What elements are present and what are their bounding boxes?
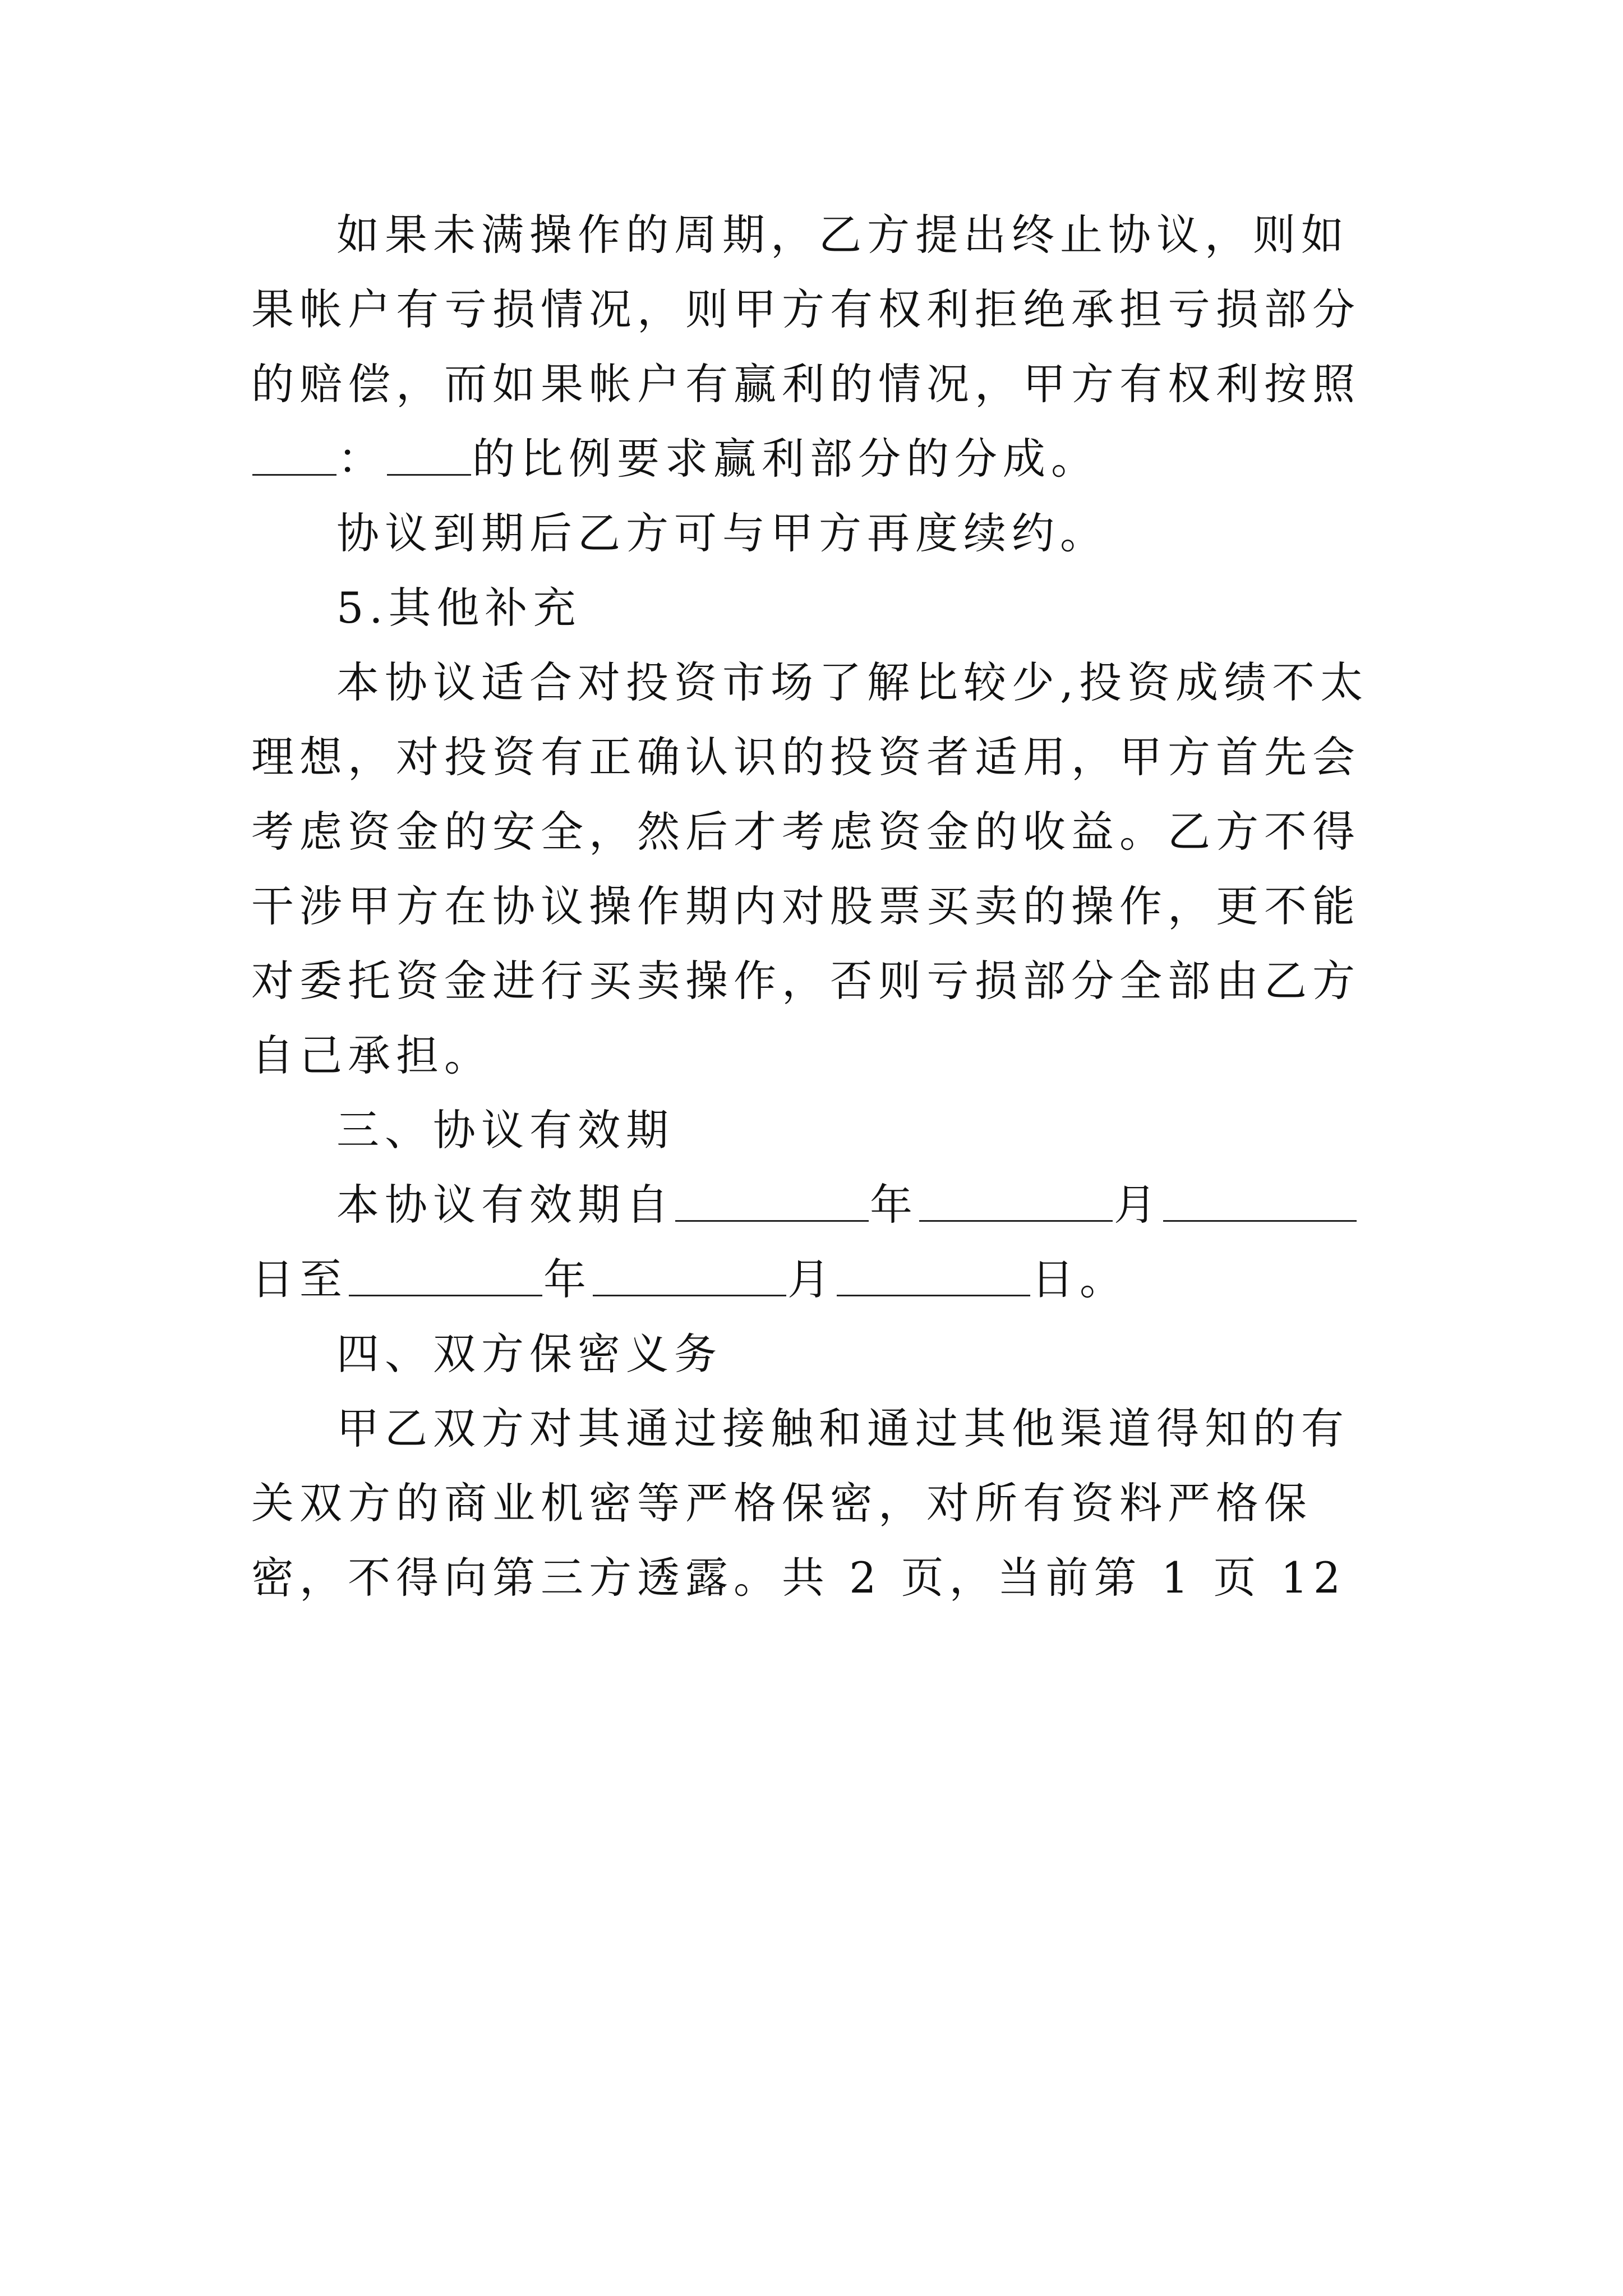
section-heading-validity: 三、协议有效期 [336,1105,674,1155]
paragraph-confidentiality: 甲乙双方对其通过接触和通过其他渠道得知的有关双方的商业机密等严格保密，对所有资料严格保密，不得向第三方透露。共 2 页，当前第 1 页 12 [251,1404,1349,1603]
early-termination-text: 如果未满操作的周期，乙方提出终止协议，则如果帐户有亏损情况，则甲方有权利拒绝承担亏损部分的赔偿，而如果帐户有赢利的情况，甲方有权利按照 [251,210,1361,409]
start-day-blank [1163,1177,1357,1222]
end-year-label: 年 [543,1254,592,1304]
validity-start-label: 本协议有效期自 [336,1180,674,1230]
paragraph-validity-period [251,1167,1378,1317]
ratio-blank-2 [387,431,471,476]
document-body [251,197,1378,1615]
end-day-label: 日。 [1031,1254,1128,1304]
ratio-colon: ： [338,434,386,484]
paragraph-applicability: 本协议适合对投资市场了解比较少,投资成绩不太理想，对投资有正确认识的投资者适用，甲方首先会考虑资金的安全，然后才考虑资金的收益。乙方不得干涉甲方在协议操作期内对股票买卖的操作，更不能对委托资金进行买卖操作，否则亏损部分全部由乙方自己承担。 [251,657,1369,1080]
end-month-label: 月 [787,1254,836,1304]
section-heading-confidentiality: 四、双方保密义务 [336,1329,722,1379]
paragraph-early-termination [251,197,1378,496]
start-month-blank [919,1177,1113,1222]
day-label: 日 [251,1254,299,1304]
end-month-blank [593,1252,786,1296]
end-day-blank [837,1252,1030,1296]
early-termination-text-end: 的比例要求赢利部分的分成。 [472,434,1099,484]
to-label: 至 [299,1254,348,1304]
paragraph-renewal: 协议到期后乙方可与甲方再度续约。 [336,508,1108,558]
year-label: 年 [870,1180,918,1230]
start-year-blank [675,1177,869,1222]
ratio-blank-1 [252,431,336,476]
end-year-blank [349,1252,542,1296]
month-label: 月 [1114,1180,1162,1230]
section-heading-other: 5.其他补充 [336,583,582,633]
